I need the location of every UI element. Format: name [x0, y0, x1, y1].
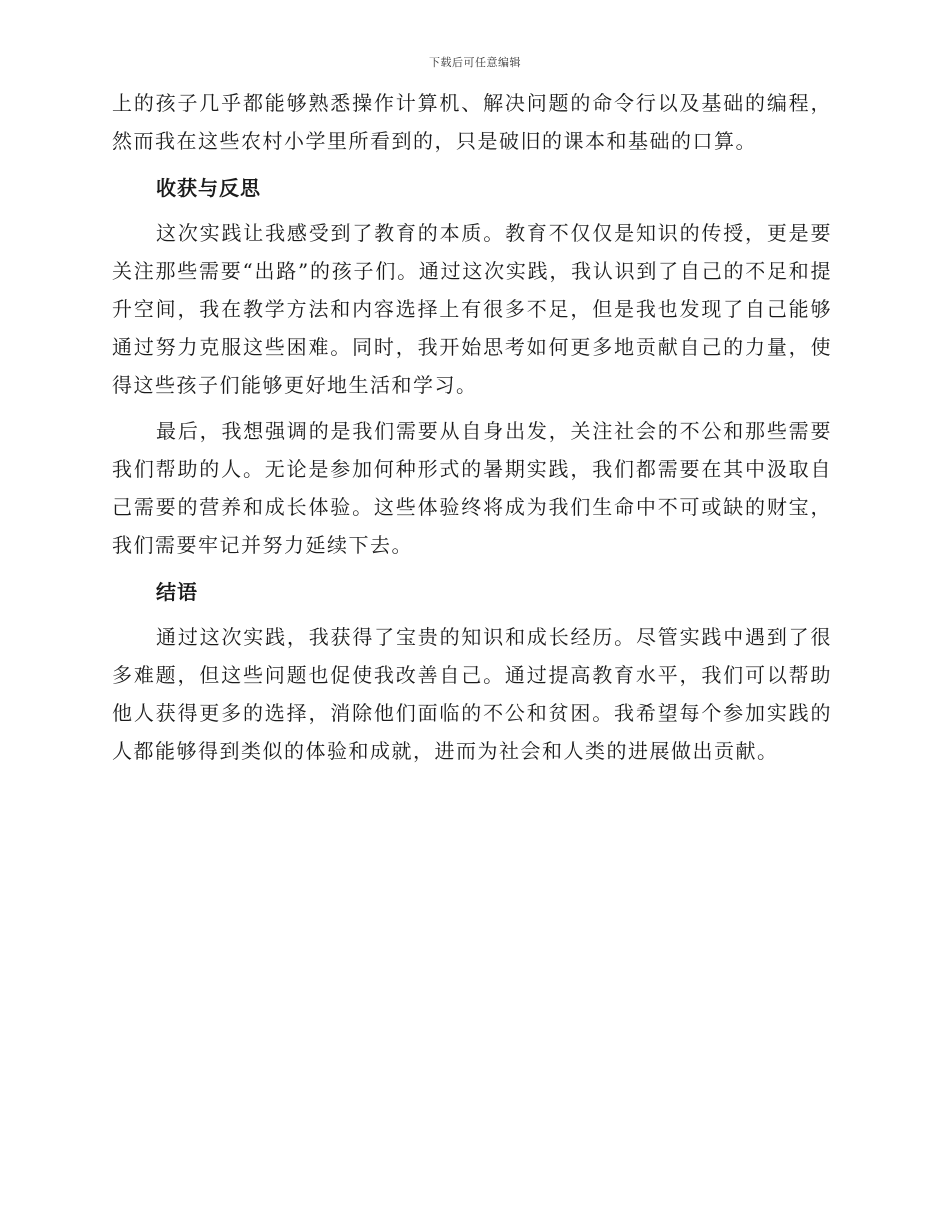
- document-body: [112, 84, 832, 778]
- section-heading-reflection: 收获与反思: [156, 176, 261, 200]
- section-heading-conclusion: 结语: [156, 580, 198, 604]
- paragraph-reflection-1: 这次实践让我感受到了教育的本质。教育不仅仅是知识的传授，更是要关注那些需要“出路”的孩子们。通过这次实践，我认识到了自己的不足和提升空间，我在教学方法和内容选择上有很多不足，但是我也发现了自己能够通过努力克服这些困难。同时，我开始思考如何更多地贡献自己的力量，使得这些孩子们能够更好地生活和学习。: [112, 221, 832, 397]
- paragraph-reflection-2: 最后，我想强调的是我们需要从自身出发，关注社会的不公和那些需要我们帮助的人。无论是参加何种形式的暑期实践，我们都需要在其中汲取自己需要的营养和成长体验。这些体验终将成为我们生命中不可或缺的财宝，我们需要牢记并努力延续下去。: [112, 419, 832, 557]
- intro-paragraph: 上的孩子几乎都能够熟悉操作计算机、解决问题的命令行以及基础的编程，然而我在这些农村小学里所看到的，只是破旧的课本和基础的口算。: [112, 91, 832, 153]
- page-header: 下载后可任意编辑: [429, 56, 521, 69]
- paragraph-conclusion-1: 通过这次实践，我获得了宝贵的知识和成长经历。尽管实践中遇到了很多难题，但这些问题也促使我改善自己。通过提高教育水平，我们可以帮助他人获得更多的选择，消除他们面临的不公和贫困。我希望每个参加实践的人都能够得到类似的体验和成就，进而为社会和人类的进展做出贡献。: [112, 625, 832, 763]
